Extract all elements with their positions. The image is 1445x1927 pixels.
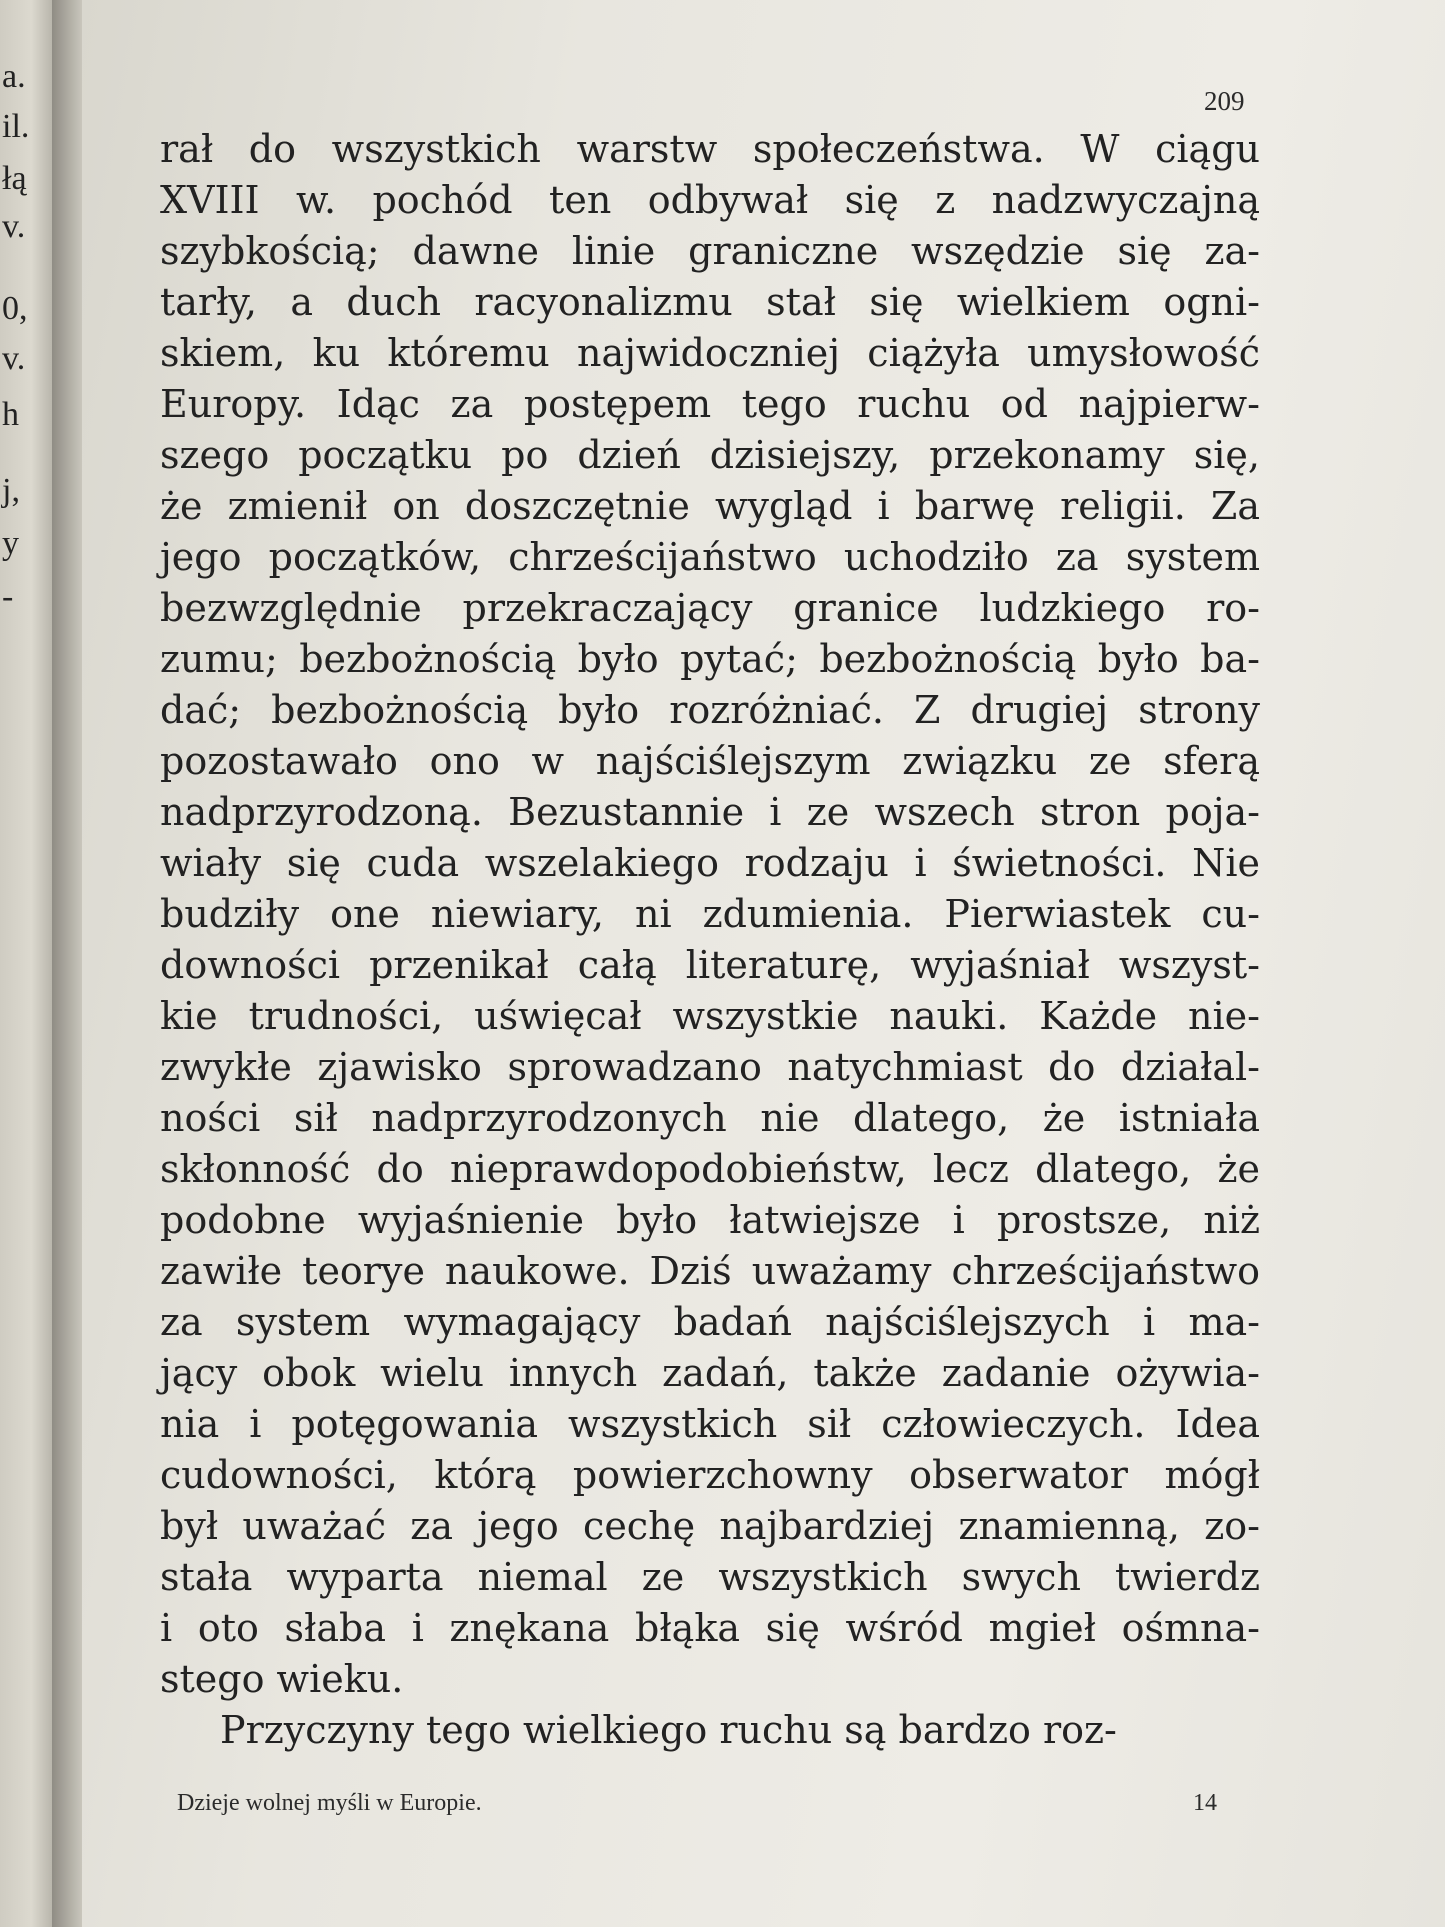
text-line: jego początków, chrześcijaństwo uchodziło za system xyxy=(160,535,1260,579)
text-line: za system wymagający badań najściślejszych i ma- xyxy=(160,1300,1260,1344)
text-line: rał do wszystkich warstw społeczeństwa. W ciągu xyxy=(160,127,1260,171)
text-line: bezwzględnie przekraczający granice ludzkiego ro- xyxy=(160,586,1260,630)
text-line: kie trudności, uświęcał wszystkie nauki. Każde nie- xyxy=(160,994,1260,1038)
text-line: skiem, ku któremu najwidoczniej ciążyła umysłowość xyxy=(160,331,1260,375)
text-line: XVIII w. pochód ten odbywał się z nadzwyczajną xyxy=(160,178,1260,222)
text-line: ności sił nadprzyrodzonych nie dlatego, że istniała xyxy=(160,1096,1260,1140)
left-page-fragment: v. xyxy=(2,208,26,245)
text-line: cudowności, którą powierzchowny obserwator mógł xyxy=(160,1453,1260,1497)
footer-book-title: Dzieje wolnej myśli w Europie. xyxy=(177,1790,482,1816)
left-page-fragment: - xyxy=(2,578,14,615)
footer-signature-mark: 14 xyxy=(1193,1790,1217,1816)
text-line: i oto słaba i znękana błąka się wśród mgieł ośmna- xyxy=(160,1606,1260,1650)
left-page-fragment: v. xyxy=(2,340,26,377)
text-line: że zmienił on doszczętnie wygląd i barwę religii. Za xyxy=(160,484,1260,528)
text-line: stała wyparta niemal ze wszystkich swych twierdz xyxy=(160,1555,1260,1599)
text-line: zawiłe teorye naukowe. Dziś uważamy chrześcijaństwo xyxy=(160,1249,1260,1293)
text-line: Przyczyny tego wielkiego ruchu są bardzo roz- xyxy=(220,1708,1117,1752)
text-line: Europy. Idąc za postępem tego ruchu od najpierw- xyxy=(160,382,1260,426)
text-line: jący obok wielu innych zadań, także zadanie ożywia- xyxy=(160,1351,1260,1395)
left-page-fragment: il. xyxy=(2,108,30,145)
body-text xyxy=(160,124,1260,1756)
text-line: zwykłe zjawisko sprowadzano natychmiast do działal- xyxy=(160,1045,1260,1089)
left-page-edge xyxy=(0,0,52,1927)
left-page-fragment: y xyxy=(2,525,19,562)
left-page-fragment: j, xyxy=(2,472,20,509)
left-page-fragment: łą xyxy=(2,160,27,197)
text-line: szybkością; dawne linie graniczne wszędzie się za- xyxy=(160,229,1260,273)
left-page-fragment: h xyxy=(2,396,19,433)
text-line: dać; bezbożnością było rozróżniać. Z drugiej strony xyxy=(160,688,1260,732)
text-line: zumu; bezbożnością było pytać; bezbożnością było ba- xyxy=(160,637,1260,681)
book-page xyxy=(82,0,1445,1927)
book-gutter xyxy=(52,0,82,1927)
text-line: tarły, a duch racyonalizmu stał się wielkiem ogni- xyxy=(160,280,1260,324)
text-line: nia i potęgowania wszystkich sił człowieczych. Idea xyxy=(160,1402,1260,1446)
text-line: budziły one niewiary, ni zdumienia. Pierwiastek cu- xyxy=(160,892,1260,936)
text-line: stego wieku. xyxy=(160,1657,404,1701)
left-page-fragment: a. xyxy=(2,58,26,95)
page-number: 209 xyxy=(1204,86,1245,116)
text-line: podobne wyjaśnienie było łatwiejsze i prostsze, niż xyxy=(160,1198,1260,1242)
text-line: downości przenikał całą literaturę, wyjaśniał wszyst- xyxy=(160,943,1260,987)
text-line: nadprzyrodzoną. Bezustannie i ze wszech stron poja- xyxy=(160,790,1260,834)
text-line: był uważać za jego cechę najbardziej znamienną, zo- xyxy=(160,1504,1260,1548)
text-line: szego początku po dzień dzisiejszy, przekonamy się, xyxy=(160,433,1260,477)
text-line: pozostawało ono w najściślejszym związku ze sferą xyxy=(160,739,1260,783)
left-page-fragment: 0, xyxy=(2,290,28,327)
text-line: wiały się cuda wszelakiego rodzaju i świetności. Nie xyxy=(160,841,1260,885)
text-line: skłonność do nieprawdopodobieństw, lecz dlatego, że xyxy=(160,1147,1260,1191)
